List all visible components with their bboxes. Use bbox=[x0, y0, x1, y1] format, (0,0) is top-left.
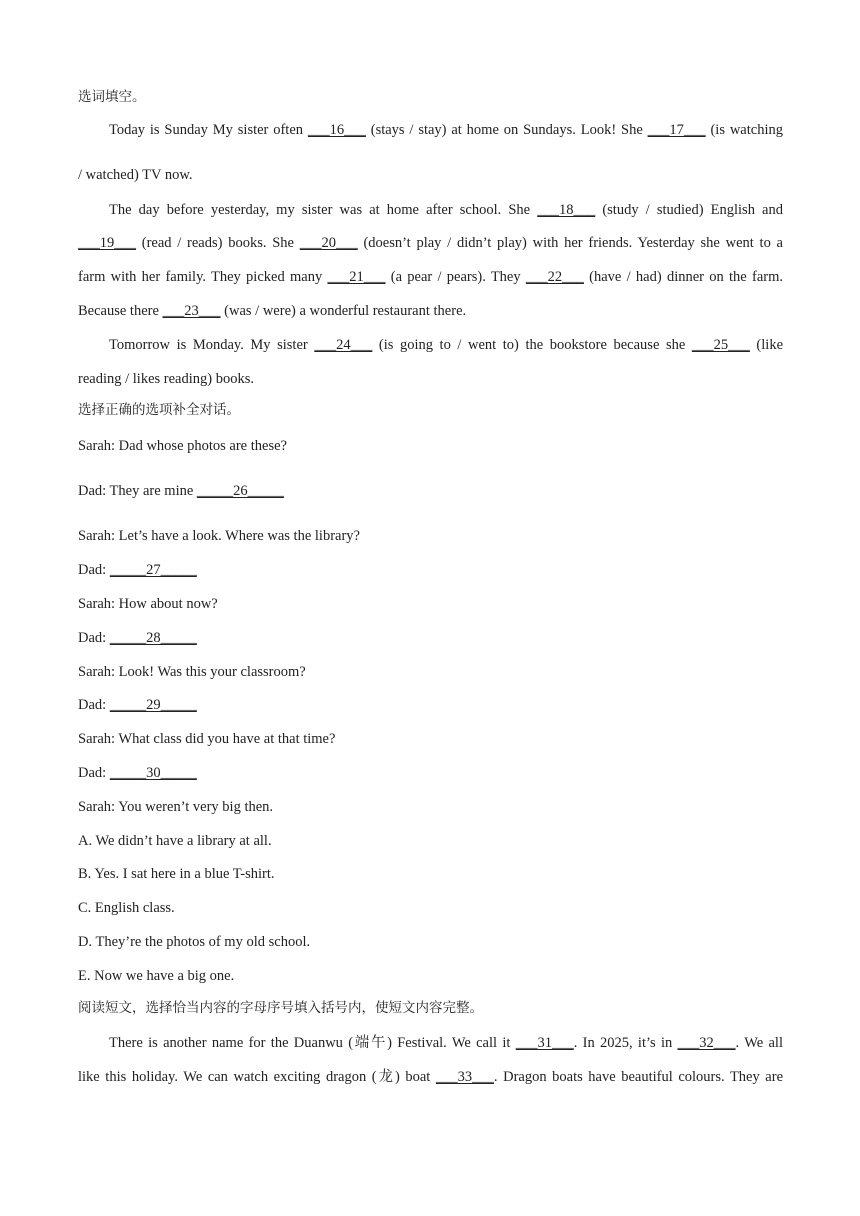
blank-31[interactable]: ___31___ bbox=[515, 1035, 574, 1051]
section3-heading: 阅读短文，选择恰当内容的字母序号填入括号内，使短文内容完整。 bbox=[78, 1000, 483, 1016]
option-e: E. Now we have a big one. bbox=[78, 968, 235, 984]
blank-27[interactable]: _____27_____ bbox=[109, 562, 197, 578]
blank-18[interactable]: ___18___ bbox=[537, 202, 596, 218]
passage4-line2: like this holiday. We can watch exciting dragon (龙) boat ___33___. Dragon boats have beautiful colours. They are bbox=[78, 1069, 784, 1085]
dialogue-line: Sarah: Let’s have a look. Where was the library? bbox=[78, 528, 360, 544]
option-c: C. English class. bbox=[78, 900, 175, 916]
passage3-line1: Tomorrow is Monday. My sister ___24___ (is going to / went to) the bookstore because she ___25___ (like bbox=[109, 337, 784, 353]
passage2-line3: farm with her family. They picked many ___21___ (a pear / pears). They ___22___ (have / had) dinner on the farm. bbox=[78, 269, 784, 285]
dialogue-line: Sarah: How about now? bbox=[78, 596, 218, 612]
passage2-line4: Because there ___23___ (was / were) a wonderful restaurant there. bbox=[78, 303, 467, 319]
blank-26[interactable]: _____26_____ bbox=[196, 483, 284, 499]
blank-23[interactable]: ___23___ bbox=[162, 303, 221, 319]
passage1-line2: / watched) TV now. bbox=[78, 167, 193, 183]
blank-22[interactable]: ___22___ bbox=[525, 269, 584, 285]
blank-17[interactable]: ___17___ bbox=[647, 122, 706, 138]
blank-20[interactable]: ___20___ bbox=[299, 235, 358, 251]
blank-29[interactable]: _____29_____ bbox=[109, 697, 197, 713]
dialogue-line: Sarah: You weren’t very big then. bbox=[78, 799, 274, 815]
option-a: A. We didn’t have a library at all. bbox=[78, 833, 272, 849]
dialogue-line: Dad: _____28_____ bbox=[78, 630, 197, 646]
dialogue-line: Sarah: Look! Was this your classroom? bbox=[78, 664, 306, 680]
dialogue-line: Dad: _____27_____ bbox=[78, 562, 197, 578]
blank-25[interactable]: ___25___ bbox=[691, 337, 750, 353]
option-b: B. Yes. I sat here in a blue T-shirt. bbox=[78, 866, 275, 882]
blank-33[interactable]: ___33___ bbox=[435, 1069, 494, 1085]
blank-28[interactable]: _____28_____ bbox=[109, 630, 197, 646]
option-d: D. They’re the photos of my old school. bbox=[78, 934, 311, 950]
passage4-line1: There is another name for the Duanwu (端午) Festival. We call it ___31___. In 2025, it’s in ___32___. We all bbox=[109, 1035, 783, 1051]
blank-32[interactable]: ___32___ bbox=[677, 1035, 736, 1051]
passage2-line2: ___19___ (read / reads) books. She ___20___ (doesn’t play / didn’t play) with her friends. Yesterday she went to a bbox=[78, 235, 783, 251]
blank-21[interactable]: ___21___ bbox=[327, 269, 386, 285]
passage1-line1: Today is Sunday My sister often ___16___ (stays / stay) at home on Sundays. Look! She ___17___ (is watching bbox=[109, 122, 783, 138]
dialogue-line: Dad: _____29_____ bbox=[78, 697, 197, 713]
passage3-line2: reading / likes reading) books. bbox=[78, 371, 254, 387]
section2-heading: 选择正确的选项补全对话。 bbox=[78, 402, 240, 418]
blank-30[interactable]: _____30_____ bbox=[109, 765, 197, 781]
passage2-line1: The day before yesterday, my sister was at home after school. She ___18___ (study / studied) English and bbox=[109, 202, 783, 218]
dialogue-line: Sarah: What class did you have at that time? bbox=[78, 731, 336, 747]
dialogue-line: Sarah: Dad whose photos are these? bbox=[78, 438, 287, 454]
blank-24[interactable]: ___24___ bbox=[314, 337, 373, 353]
dialogue-line: Dad: _____30_____ bbox=[78, 765, 197, 781]
blank-19[interactable]: ___19___ bbox=[78, 235, 136, 251]
blank-16[interactable]: ___16___ bbox=[307, 122, 366, 138]
section1-heading: 选词填空。 bbox=[78, 89, 146, 105]
dialogue-line: Dad: They are mine _____26_____ bbox=[78, 483, 284, 499]
